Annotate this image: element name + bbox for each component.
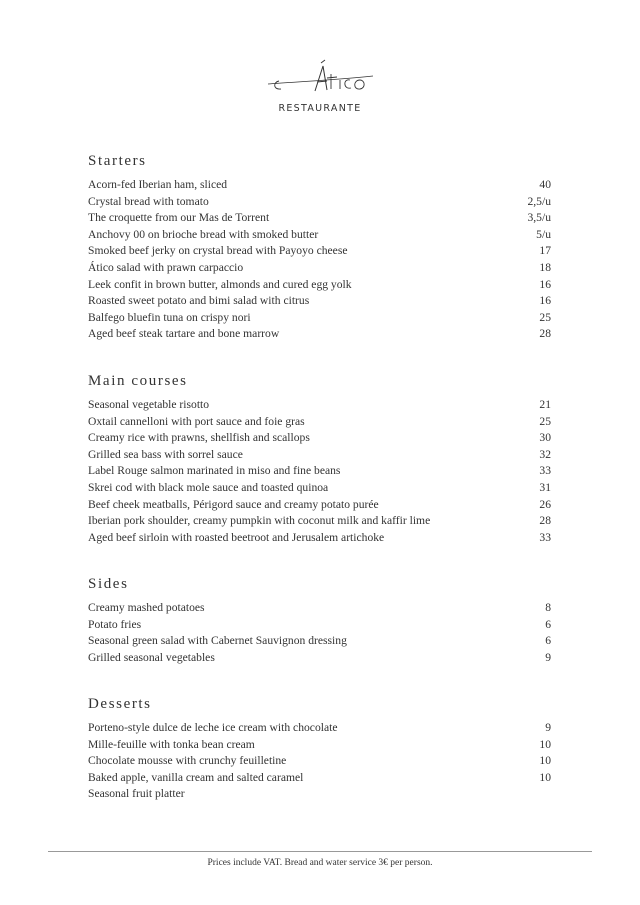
menu-item-name: Creamy rice with prawns, shellfish and scallops <box>88 431 310 445</box>
menu-item <box>88 430 551 447</box>
footer-note: Prices include VAT. Bread and water service 3€ per person. <box>207 858 433 868</box>
menu-item-price: 31 <box>539 480 551 494</box>
logo-signature <box>265 58 375 103</box>
menu-item <box>88 480 551 497</box>
menu-item-name: Beef cheek meatballs, Périgord sauce and creamy potato purée <box>88 497 379 511</box>
menu-item-name: Ático salad with prawn carpaccio <box>88 260 244 274</box>
menu-item <box>88 497 551 514</box>
footer-divider <box>48 851 592 852</box>
menu-item-name: Anchovy 00 on brioche bread with smoked butter <box>88 227 319 241</box>
menu-item <box>88 293 551 310</box>
menu-item-name: Seasonal green salad with Cabernet Sauvignon dressing <box>88 634 347 648</box>
restaurant-logo <box>265 58 375 118</box>
menu-item-price: 8 <box>545 601 551 614</box>
menu-item <box>88 530 551 547</box>
menu-item <box>88 177 551 194</box>
menu-item-name: Seasonal vegetable risotto <box>88 398 210 411</box>
menu-item-price: 2,5/u <box>527 194 551 208</box>
menu-item-price: 30 <box>539 431 551 445</box>
menu-item-price: 16 <box>539 294 551 308</box>
section-desserts <box>88 696 551 803</box>
menu-item <box>88 617 551 634</box>
section-title: Main courses <box>88 373 188 389</box>
logo-subtitle: RESTAURANTE <box>278 103 362 114</box>
menu-item-name: Seasonal fruit platter <box>88 787 185 801</box>
menu-item-name: Leek confit in brown butter, almonds and cured egg yolk <box>88 277 352 291</box>
menu-item <box>88 770 551 787</box>
section-title: Sides <box>88 576 129 592</box>
menu-item-name: Smoked beef jerky on crystal bread with Payoyo cheese <box>88 244 348 258</box>
menu-item <box>88 326 551 343</box>
menu-item-name: Roasted sweet potato and bimi salad with citrus <box>88 294 310 308</box>
menu-item <box>88 513 551 530</box>
menu-item <box>88 243 551 260</box>
section-title: Desserts <box>88 696 152 712</box>
menu-item-price: 17 <box>539 244 551 258</box>
menu-item-name: Baked apple, vanilla cream and salted caramel <box>88 770 304 784</box>
menu-item-name: Mille-feuille with tonka bean cream <box>88 737 255 751</box>
menu-item <box>88 277 551 294</box>
menu-item-price: 9 <box>545 721 551 734</box>
section-sides <box>88 576 551 666</box>
menu-item <box>88 397 551 414</box>
menu-item-price: 10 <box>539 754 551 768</box>
menu-item-price: 28 <box>539 327 551 341</box>
menu-item-name: Aged beef steak tartare and bone marrow <box>88 327 280 341</box>
menu-item-price: 6 <box>545 617 551 631</box>
section-starters <box>88 153 551 343</box>
menu-item-price: 33 <box>539 530 551 544</box>
menu-item-name: Creamy mashed potatoes <box>88 601 205 614</box>
menu-item <box>88 600 551 617</box>
menu-item <box>88 447 551 464</box>
menu-item-price: 21 <box>539 398 551 411</box>
menu-item <box>88 260 551 277</box>
menu-item-price: 33 <box>539 464 551 478</box>
menu-item <box>88 210 551 227</box>
menu-item-price: 25 <box>539 414 551 428</box>
section-title: Starters <box>88 153 147 169</box>
menu-item-name: Crystal bread with tomato <box>88 194 209 208</box>
menu-item-name: Potato fries <box>88 617 142 631</box>
menu-item-price: 40 <box>539 178 551 191</box>
menu-item <box>88 414 551 431</box>
menu-item-name: Iberian pork shoulder, creamy pumpkin with coconut milk and kaffir lime <box>88 514 431 528</box>
menu-item <box>88 737 551 754</box>
menu-item <box>88 194 551 211</box>
menu-item-price: 5/u <box>536 227 551 241</box>
menu-item-name: Chocolate mousse with crunchy feuilletine <box>88 754 287 768</box>
menu-item <box>88 650 551 667</box>
menu-item-name: Label Rouge salmon marinated in miso and fine beans <box>88 464 341 478</box>
menu-item-name: Grilled seasonal vegetables <box>88 650 215 664</box>
menu-item-price: 10 <box>539 770 551 784</box>
section-main-courses <box>88 373 551 546</box>
menu-item <box>88 227 551 244</box>
menu-item <box>88 463 551 480</box>
menu-item-price: 18 <box>539 260 551 274</box>
menu-item-price: 16 <box>539 277 551 291</box>
menu-item <box>88 633 551 650</box>
menu-item-name: Porteno-style dulce de leche ice cream with chocolate <box>88 721 338 734</box>
menu-item-price: 32 <box>539 447 551 461</box>
menu-item-name: Balfego bluefin tuna on crispy nori <box>88 310 251 324</box>
menu-item-price: 28 <box>539 514 551 528</box>
menu-item-name: Grilled sea bass with sorrel sauce <box>88 447 243 461</box>
menu-item-name: Skrei cod with black mole sauce and toasted quinoa <box>88 480 329 494</box>
menu-item-name: Aged beef sirloin with roasted beetroot and Jerusalem artichoke <box>88 530 385 544</box>
menu-item-name: Acorn-fed Iberian ham, sliced <box>88 178 228 191</box>
menu-item-price: 9 <box>545 650 551 664</box>
menu-item <box>88 786 551 803</box>
menu-item-price: 3,5/u <box>527 211 551 225</box>
menu-item-price: 26 <box>539 497 551 511</box>
menu-item <box>88 753 551 770</box>
menu-item-name: The croquette from our Mas de Torrent <box>88 211 270 225</box>
menu-item <box>88 310 551 327</box>
menu-item-price: 25 <box>539 310 551 324</box>
menu-item <box>88 720 551 737</box>
menu-item-price: 10 <box>539 737 551 751</box>
menu-item-price: 6 <box>545 634 551 648</box>
menu-item-name: Oxtail cannelloni with port sauce and foie gras <box>88 414 305 428</box>
